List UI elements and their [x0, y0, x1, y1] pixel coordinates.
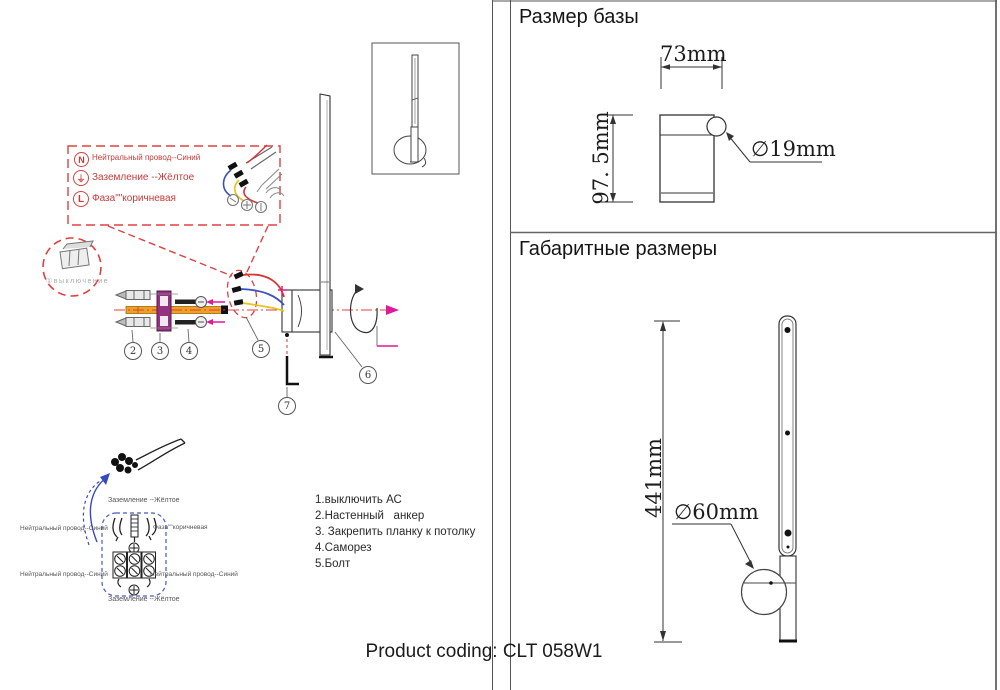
terminal-label-right-upper: Фаза""коричневая	[153, 524, 208, 531]
wire-bundle	[111, 453, 138, 474]
lamp-overview-inset	[372, 43, 459, 174]
product-coding: Product coding: CLT 058W1	[365, 641, 603, 662]
overall-size-drawing	[654, 316, 797, 642]
breaker-sketch	[60, 241, 93, 269]
callout-5: 5	[252, 340, 270, 358]
step-2: 2.Настенный анкер	[315, 510, 425, 522]
wall-anchor	[116, 291, 150, 300]
callout-6: 6	[359, 366, 377, 384]
step-5: 5.Болт	[315, 558, 351, 570]
legend-wire-sketch	[224, 145, 285, 213]
switch-off-note: ①выключение	[46, 278, 110, 285]
callout-2: 2	[124, 342, 142, 360]
up-arrow-icon	[100, 473, 110, 485]
step-3: 3. Закрепить планку к потолку	[315, 526, 476, 538]
callout7-bracket	[285, 333, 299, 384]
neutral-wire-label: Нейтральный провод--Синий	[92, 153, 201, 162]
neutral-symbol-icon: N	[74, 152, 89, 167]
screw	[175, 317, 207, 328]
ground-wire-label: Заземление --Жёлтое	[92, 172, 195, 183]
earth-screw	[129, 585, 139, 595]
dim-diameter-19: ∅19mm	[751, 137, 836, 161]
right-arrow-icon	[386, 305, 399, 315]
dim-width-73: 73mm	[660, 42, 727, 66]
wire-connector-detail	[223, 268, 284, 321]
legend-connectors	[228, 162, 249, 188]
live-symbol-icon: L	[73, 191, 89, 207]
terminal-label-top: Заземление --Жёлтое	[108, 497, 180, 504]
breaker-detail-circle	[43, 238, 101, 296]
callout-3: 3	[151, 342, 169, 360]
screw	[175, 297, 207, 308]
step-4: 4.Саморез	[315, 542, 372, 554]
earth-ground-icon: ⏚	[73, 170, 89, 186]
base-size-title: Размер базы	[519, 6, 639, 28]
dim-height-97: 97. 5mm	[589, 111, 613, 205]
callout-7: 7	[278, 397, 296, 415]
rotate-arrow-icon	[351, 284, 378, 333]
dim-height-441: 441mm	[642, 438, 666, 518]
dim-diameter-60: ∅60mm	[674, 500, 759, 524]
base-size-drawing	[597, 57, 822, 202]
live-wire-label: Фаза""коричневая	[92, 193, 176, 204]
overall-size-title: Габаритные размеры	[519, 238, 718, 260]
installation-steps	[315, 492, 475, 572]
terminal-label-left-lower: Нейтральный провод--Синий	[20, 571, 108, 578]
terminal-label-right-lower: Нейтральный провод--Синий	[150, 571, 238, 578]
terminal-label-bottom: Заземление --Жёлтое	[108, 596, 180, 603]
callout-4: 4	[180, 342, 198, 360]
sphere-shade	[742, 570, 787, 615]
terminal-label-left-upper: Нейтральный провод--Синий	[20, 525, 108, 532]
wall-anchor	[116, 318, 150, 327]
step-1: 1.выключить АС	[315, 494, 402, 506]
